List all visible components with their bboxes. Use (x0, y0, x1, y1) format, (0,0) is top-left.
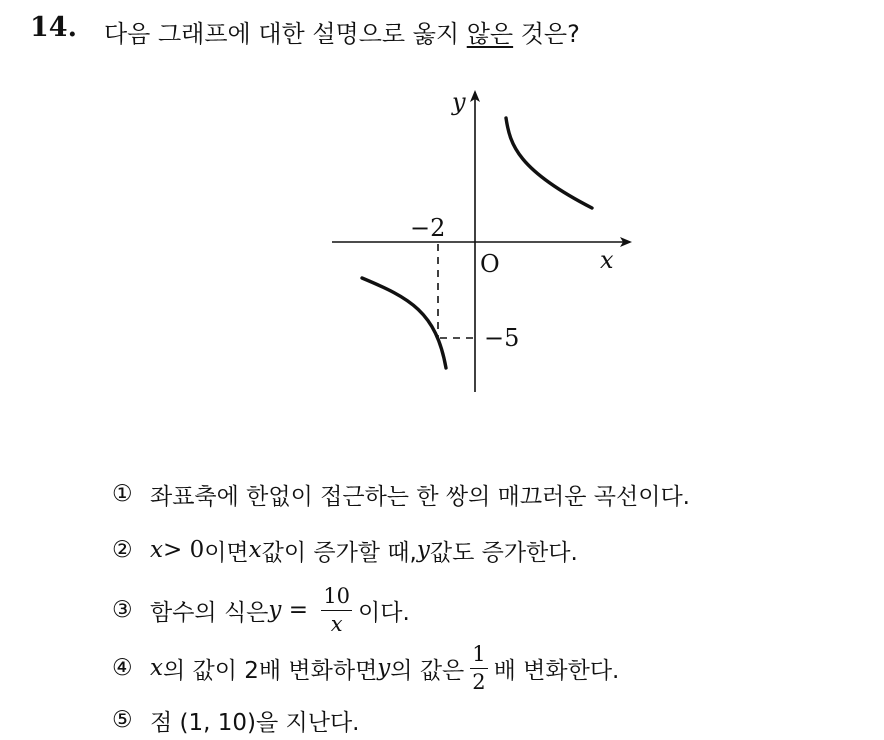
var-y: y (268, 597, 282, 623)
option-text: 좌표축에 한없이 접근하는 한 쌍의 매끄러운 곡선이다. (150, 483, 690, 510)
option-text: 점 (1, 10)을 지난다. (150, 709, 360, 736)
curve-branch-q1 (506, 118, 592, 208)
fraction-10-over-x (321, 583, 352, 636)
option-1[interactable] (112, 474, 690, 514)
fraction-numerator: 1 (470, 644, 487, 669)
option-text-part: 배 변화한다. (493, 657, 620, 684)
question-text-after: 것은? (513, 20, 580, 48)
var-y: y (416, 537, 430, 563)
option-text-part: 함수의 식은 (150, 599, 269, 626)
var-x: x (248, 537, 262, 563)
option-mark: ③ (112, 597, 133, 623)
equals: = (281, 597, 316, 623)
curve-branch-q3 (362, 278, 446, 368)
question-text-before: 다음 그래프에 대한 설명으로 옳지 (104, 20, 467, 48)
option-4[interactable] (112, 640, 619, 696)
option-text-part: 값이 증가할 때, (261, 539, 417, 566)
option-text-part: 이다. (358, 599, 410, 626)
x-axis-label: x (600, 246, 614, 274)
y-tick-label: −5 (484, 324, 520, 352)
option-mark: ② (112, 537, 133, 563)
option-2[interactable] (112, 530, 578, 570)
fraction-denominator: x (330, 611, 343, 636)
y-axis-label: y (452, 88, 466, 116)
var-x: x (150, 655, 163, 681)
question-text-underlined: 않은 (466, 20, 514, 48)
option-text-part: 이면 (204, 539, 249, 566)
option-mark: ① (112, 481, 133, 507)
fraction-denominator: 2 (472, 669, 486, 694)
option-mark: ④ (112, 655, 133, 681)
condition: > 0 (162, 537, 205, 563)
var-x: x (150, 537, 163, 563)
fraction-numerator: 10 (321, 586, 352, 611)
option-text-part: 값도 증가한다. (429, 539, 578, 566)
option-mark: ⑤ (112, 707, 133, 733)
var-y: y (377, 655, 391, 681)
origin-label: O (480, 250, 500, 278)
option-3[interactable] (112, 582, 410, 638)
option-text-part: 의 값은 (390, 657, 465, 684)
option-5[interactable] (112, 700, 360, 740)
option-text-part: 의 값이 2배 변화하면 (162, 657, 378, 684)
question-number: 14. (30, 12, 77, 43)
fraction-1-over-2 (470, 641, 487, 694)
x-tick-label: −2 (410, 214, 446, 242)
